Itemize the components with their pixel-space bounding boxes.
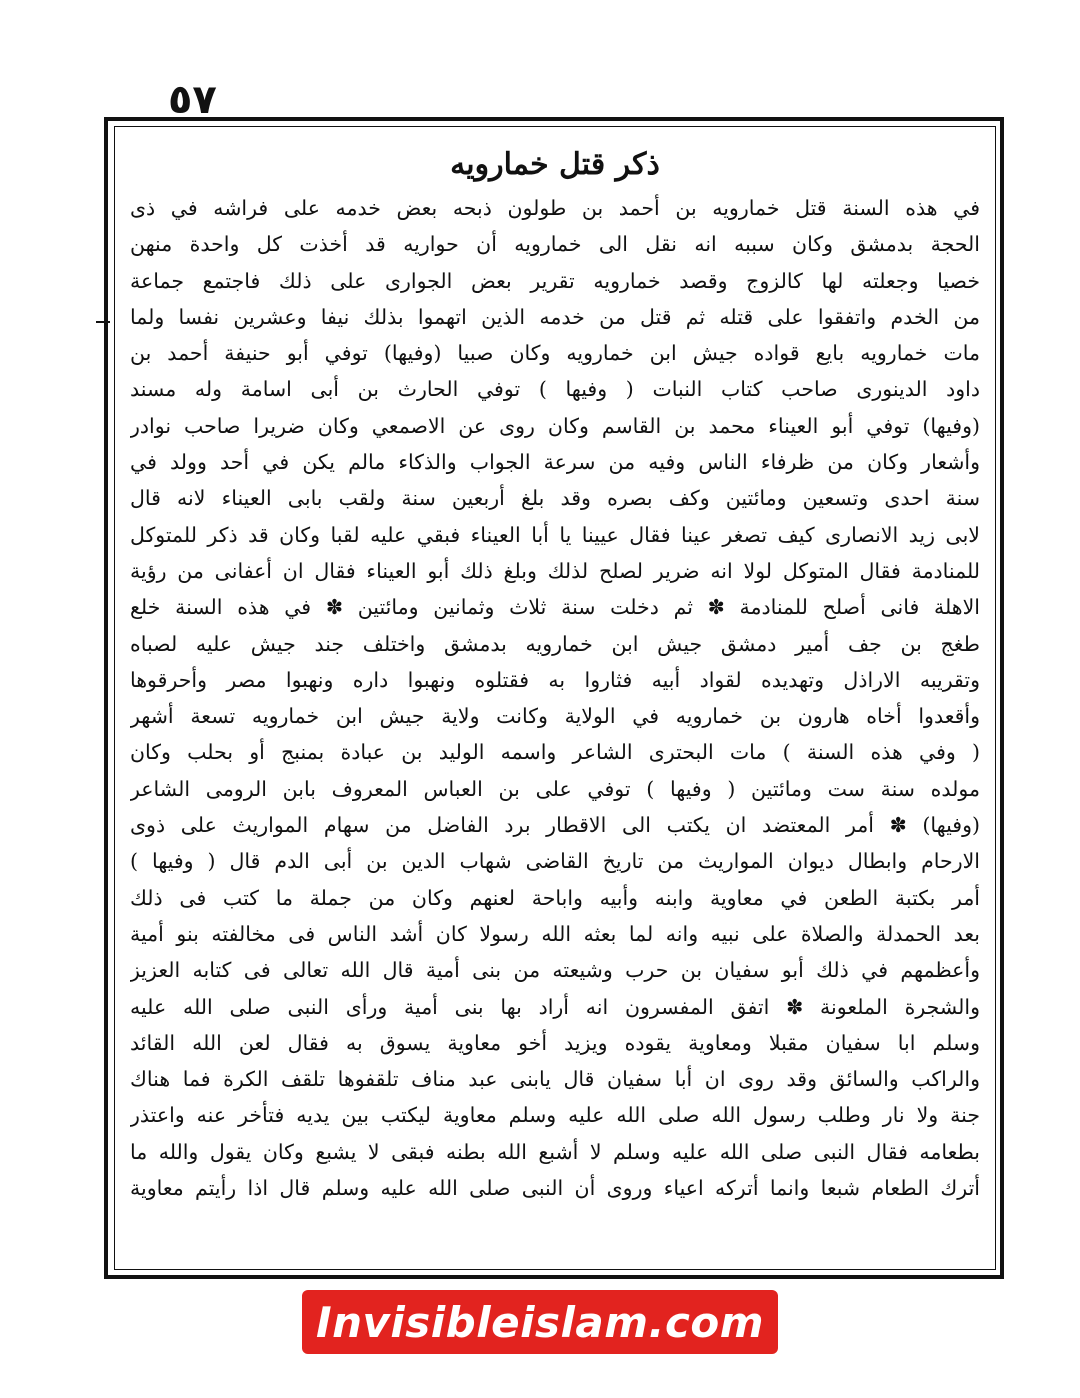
- watermark-banner: [302, 1290, 778, 1354]
- text-line: خصيا وجعلته لها كالزوج وقصد خمارويه تقرير بعض الجوارى على ذلك فاجتمع جماعة: [130, 268, 980, 293]
- text-line: مولده سنة ست ومائتين ( وفيها ) توفي على بن العباس المعروف بابن الرومى الشاعر: [130, 776, 980, 801]
- text-line: داود الدينورى صاحب كتاب النبات ( وفيها ) توفي الحارث بن أبى اسامة وله مسند: [130, 377, 980, 402]
- text-line: مات خمارويه بايع قواده جيش ابن خمارويه وكان صبيا (وفيها) توفي أبو حنيفة أحمد بن: [130, 341, 980, 366]
- text-line: للمنادمة فقال المتوكل لولا انه ضرير لصلح لذلك وبلغ ذلك أبو العيناء فقال ان أعفانى من رؤية: [130, 558, 980, 583]
- text-line: وتقريبه الاراذل وتهديده لقواد أبيه فثاروا به فقتلوه ونهبوا داره ونهبوا مصر وأحرقوها: [130, 667, 980, 692]
- text-line: (وفيها) ✽ أمر المعتضد ان يكتب الى الاقطار برد الفاضل من سهام المواريث على ذوى: [130, 813, 980, 838]
- text-line: الاهلة فانى أصلح للمنادمة ✽ ثم دخلت سنة ثلاث وثمانين ومائتين ✽ في هذه السنة خلع: [130, 595, 980, 620]
- text-line: من الخدم واتفقوا على قتله ثم قتل من خدمه الذين اتهموا بذلك نيفا وعشرين نفسا ولما: [130, 304, 980, 329]
- text-line: سنة احدى وتسعين ومائتين وكف بصره وقد بلغ أربعين سنة ولقب بابى العيناء لانه قال: [130, 486, 980, 511]
- text-line: أمر بكتبة الطعن في معاوية وابنه وأبيه واباحة لعنهم وكان من جملة ما كتب فى ذلك: [130, 885, 980, 910]
- text-line: في هذه السنة قتل خمارويه بن أحمد بن طولون ذبحه بعض خدمه على فراشه في ذى: [130, 196, 980, 220]
- text-line: جنة ولا نار وطلب رسول الله صلى الله عليه وسلم معاوية ليكتب بين يديه فتأخر عنه واعتذر: [130, 1103, 980, 1128]
- text-line: ( وفي هذه السنة ) مات البحترى الشاعر واسمه الوليد بن عبادة بمنبج أو بحلب وكان: [130, 740, 980, 765]
- text-line: وسلم ابا سفيان مقبلا ومعاوية يقوده ويزيد أخو معاوية يسوق به فقال لعن الله القائد: [130, 1030, 980, 1055]
- page-number: ٥٧: [168, 77, 217, 123]
- text-line: وأعظمهم في ذلك أبو سفيان بن حرب وشيعته من بنى أمية قال الله تعالى فى كتابه العزيز: [130, 958, 980, 983]
- text-line: وأشعار وكان من ظرفاء الناس وفيه من سرعة الجواب والذكاء مالم يكن في أحد وولد في: [130, 450, 980, 475]
- text-line: والشجرة الملعونة ✽ اتفق المفسرون انه أراد بها بنى أمية ورأى النبى صلى الله عليه: [130, 994, 980, 1019]
- page-body: [130, 140, 980, 1260]
- text-line: (وفيها) توفي أبو العيناء محمد بن القاسم وكان روى عن الاصمعي وكان ضريرا صاحب نوادر: [130, 413, 980, 438]
- text-line: وأقعدوا أخاه هارون بن خمارويه في الولاية وكانت ولاية جيش ابن خمارويه تسعة أشهر: [130, 704, 980, 729]
- text-line: أترك الطعام شبعا وانما أتركه اعياء وروى أن النبى صلى الله عليه وسلم قال اذا رأيتم معاوية: [130, 1176, 980, 1201]
- text-block: [130, 190, 980, 1206]
- section-heading: ذكر قتل خمارويه: [450, 147, 660, 182]
- text-line: طغج بن جف أمير دمشق جيش ابن خمارويه بدمشق واختلف جند جيش عليه لصباه: [130, 631, 980, 656]
- text-line: بطعامه فقال النبى صلى الله عليه وسلم لا أشبع الله بطنه فبقى لا يشبع وكان يقول والله ما: [130, 1139, 980, 1164]
- text-line: الحجة بدمشق وكان سببه انه نقل الى خمارويه أن حواريه قد أخذت كل واحدة منهن: [130, 232, 980, 257]
- watermark-text: Invisibleislam.com: [315, 1297, 764, 1347]
- text-line: لابى زيد الانصارى كيف تصغر عينا فقال عيينا يا أبا العيناء فبقي عليه لقبا وكان قد ذكر للمتوكل: [130, 522, 980, 547]
- text-line: الارحام وابطال ديوان المواريث من تاريخ القاضى شهاب الدين بن أبى الدم قال ( وفيها ): [130, 849, 980, 874]
- text-line: بعد الحمدلة والصلاة على نبيه وانه لما بعثه الله رسولا كان أشد الناس فى مخالفته بنو أمية: [130, 921, 980, 946]
- text-line: والراكب والسائق وقد روى ان أبا سفيان قال يابنى عبد مناف تلقفوها تلقف الكرة فما هناك: [130, 1067, 980, 1092]
